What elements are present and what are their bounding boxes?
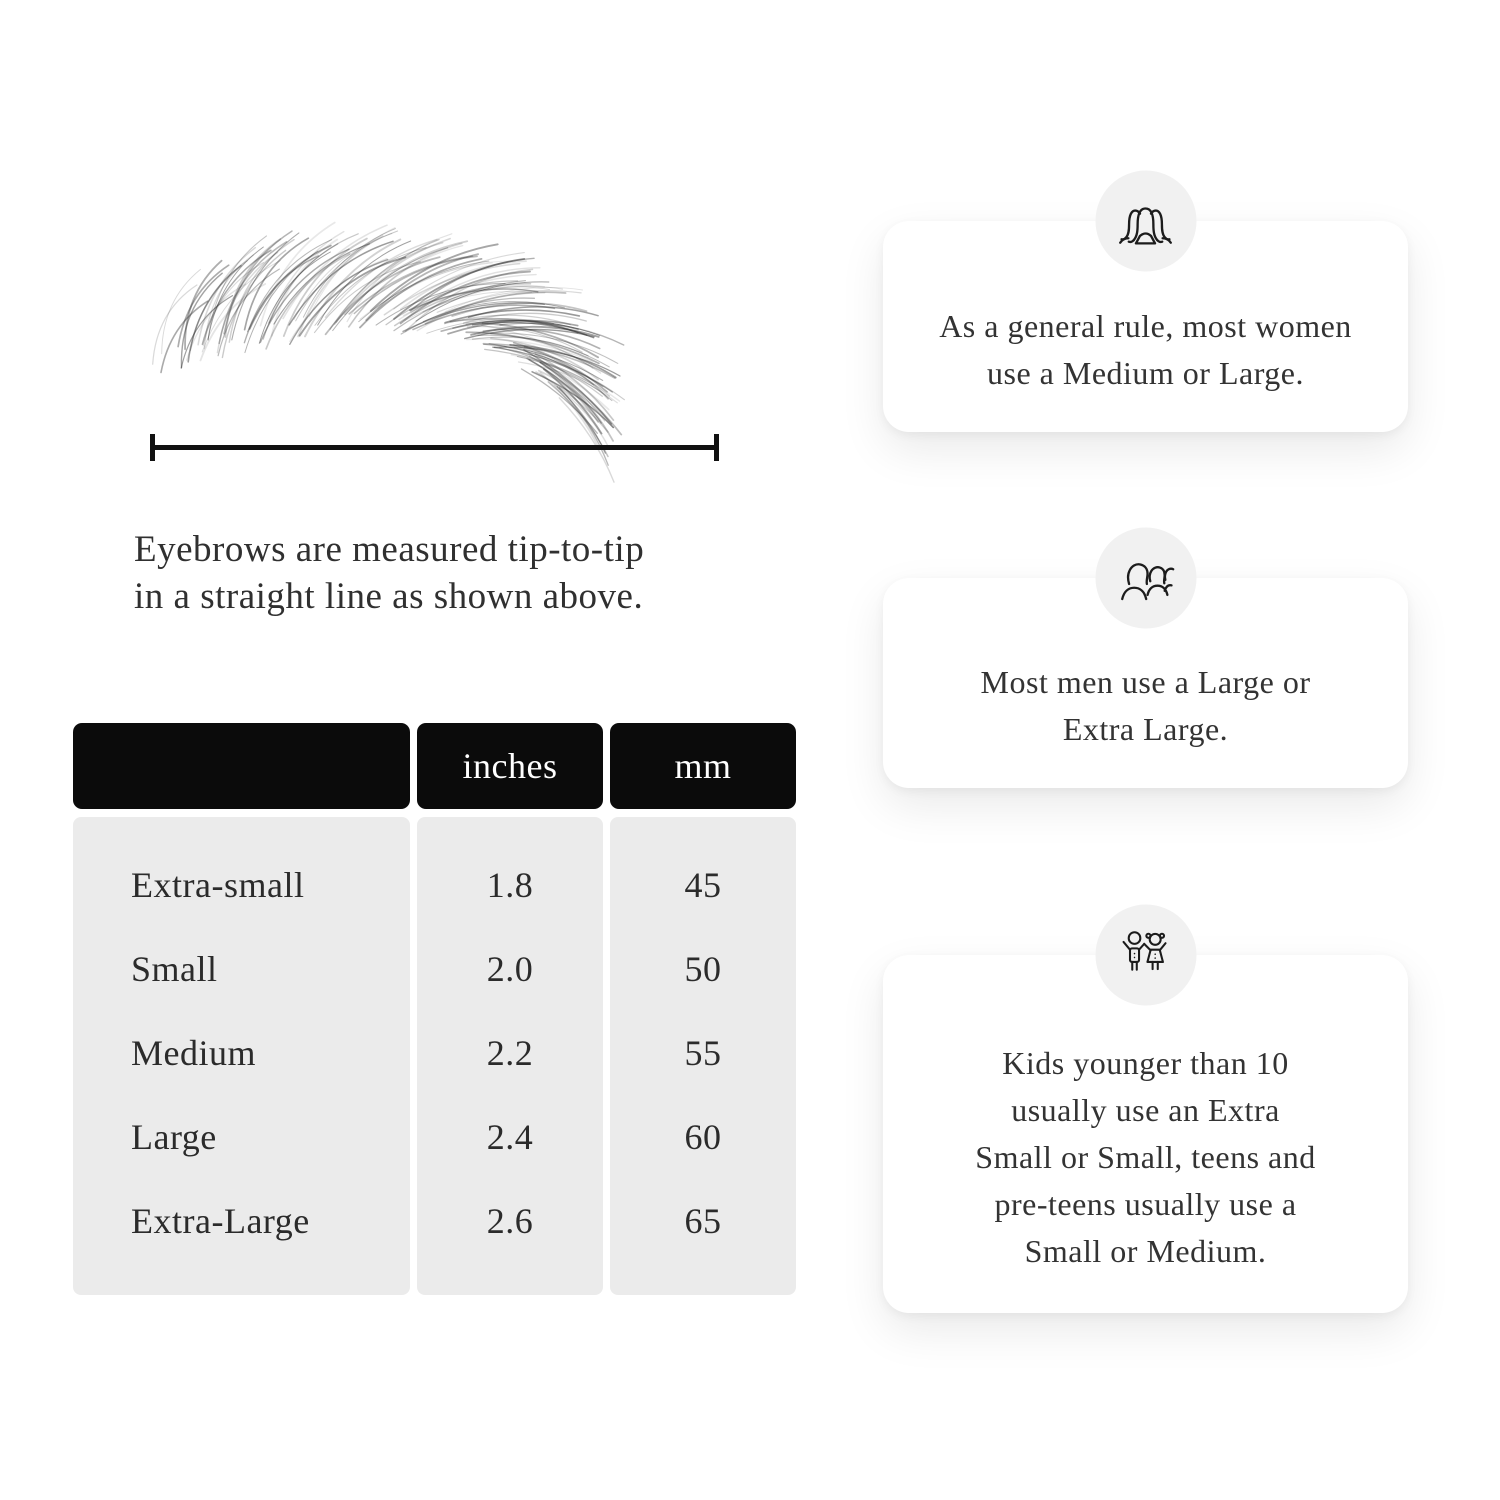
card-women-line: As a general rule, most women	[939, 307, 1352, 344]
table-cell-inches: 2.2	[486, 1033, 534, 1073]
eyebrow-illustration	[105, 222, 585, 427]
caption-line-1: Eyebrows are measured tip-to-tip	[134, 529, 645, 570]
kids-icon	[1115, 927, 1177, 983]
inches-column	[417, 817, 603, 1295]
table-cell-mm: 65	[684, 1201, 722, 1241]
size-table-body	[73, 817, 796, 1295]
card-kids-line: pre-teens usually use a	[994, 1185, 1297, 1222]
card-men-line: Extra Large.	[1062, 711, 1229, 747]
table-cell-inches: 1.8	[486, 865, 534, 905]
card-kids-text	[883, 955, 1408, 1313]
table-cell-inches: 2.6	[486, 1201, 534, 1241]
card-kids-line: Kids younger than 10	[1002, 1044, 1289, 1081]
table-row-label: Extra-Large	[131, 1201, 310, 1241]
eyebrow-sketch	[105, 222, 585, 427]
women-group-icon	[1113, 195, 1179, 247]
table-row-label: Small	[131, 949, 218, 989]
card-women	[883, 221, 1408, 432]
card-kids	[883, 955, 1408, 1313]
size-label-column	[73, 817, 410, 1295]
men-group-icon	[1113, 552, 1179, 604]
size-table	[73, 723, 796, 1295]
kids-badge	[1095, 905, 1196, 1006]
table-cell-mm: 55	[684, 1033, 722, 1073]
measurement-line	[151, 445, 718, 450]
header-size-column	[73, 723, 410, 809]
card-kids-line: usually use an Extra	[1011, 1091, 1280, 1128]
measurement-endcap-right	[714, 434, 719, 461]
card-women-line: use a Medium or Large.	[987, 354, 1304, 391]
mm-column	[610, 817, 796, 1295]
size-table-header	[73, 723, 796, 809]
caption-line-2: in a straight line as shown above.	[134, 576, 644, 617]
men-badge	[1095, 528, 1196, 629]
table-row-label: Extra-small	[131, 865, 305, 905]
measurement-endcap-left	[150, 434, 155, 461]
card-kids-line: Small or Small, teens and	[975, 1138, 1316, 1175]
women-badge	[1095, 171, 1196, 272]
table-row-label: Large	[131, 1117, 217, 1157]
card-men-line: Most men use a Large or	[980, 664, 1311, 700]
table-cell-inches: 2.4	[486, 1117, 534, 1157]
table-cell-inches: 2.0	[486, 949, 534, 989]
measurement-caption	[134, 526, 794, 620]
card-kids-line: Small or Medium.	[1024, 1232, 1267, 1269]
header-mm-column: mm	[610, 723, 796, 809]
table-cell-mm: 60	[684, 1117, 722, 1157]
card-men	[883, 578, 1408, 788]
header-inches-column: inches	[417, 723, 603, 809]
table-cell-mm: 45	[684, 865, 722, 905]
table-cell-mm: 50	[684, 949, 722, 989]
table-row-label: Medium	[131, 1033, 256, 1073]
